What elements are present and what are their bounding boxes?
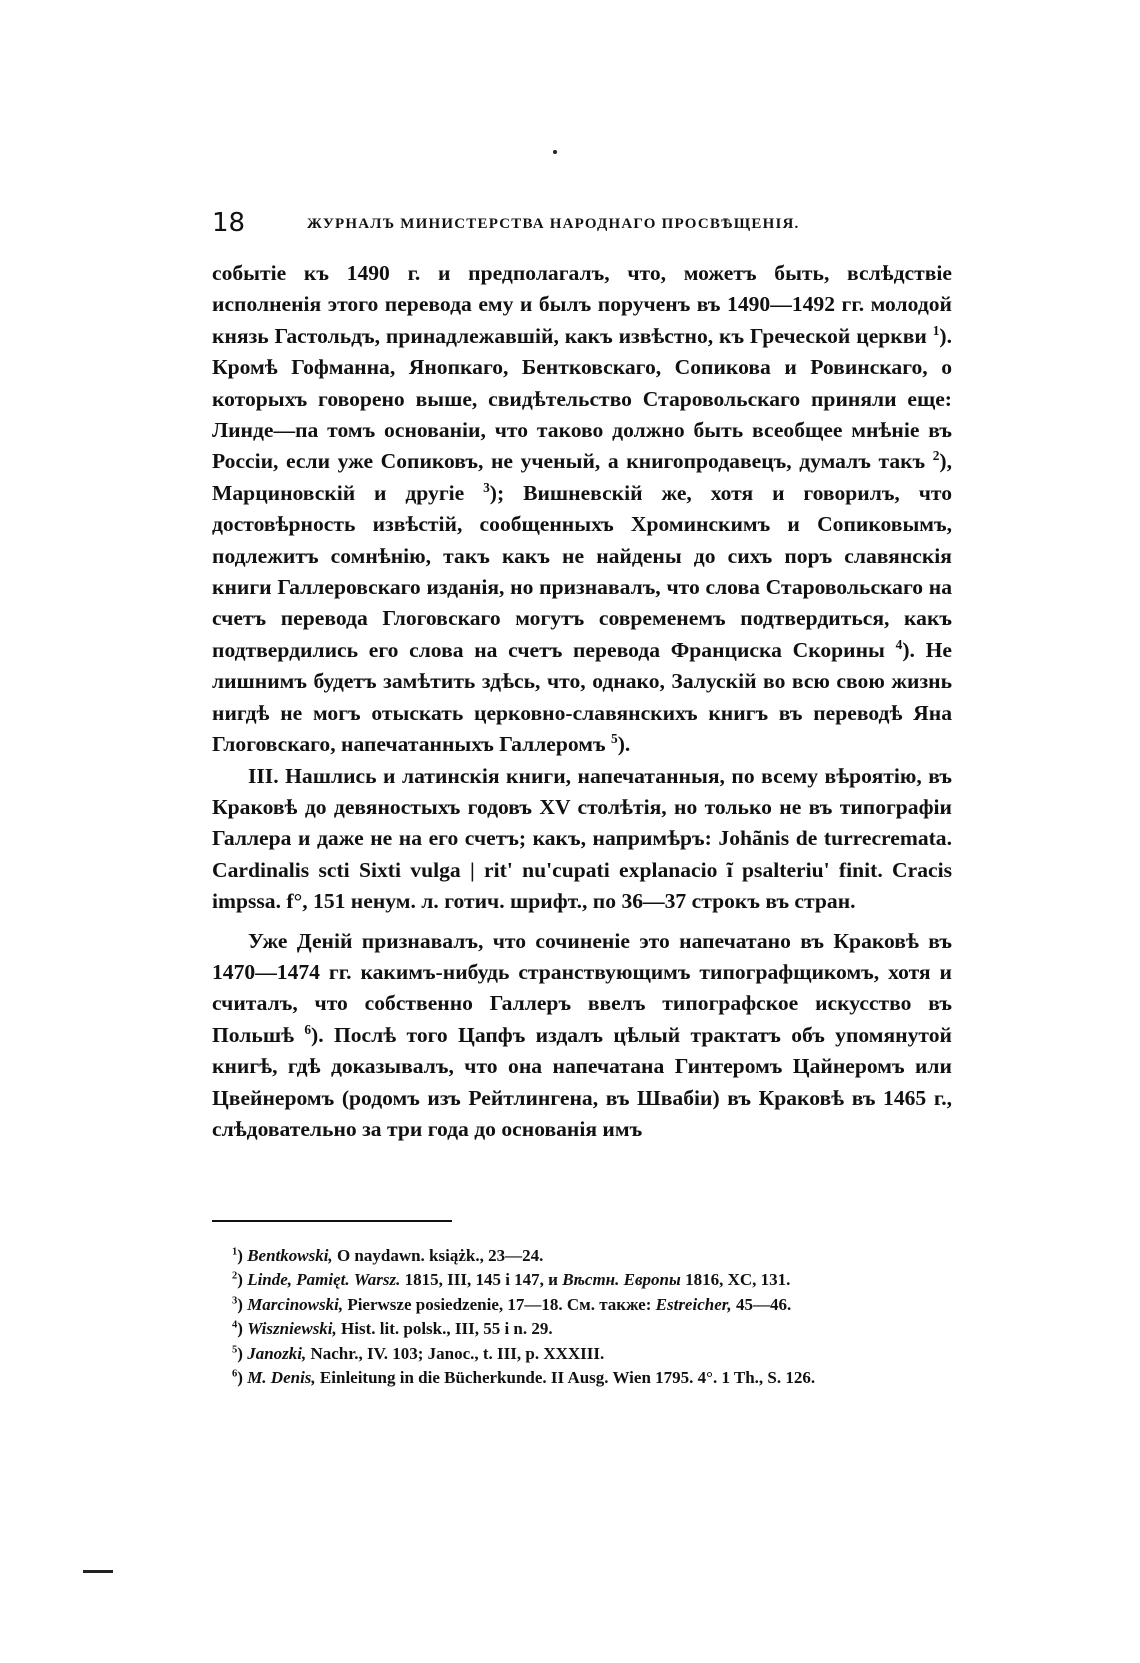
footnote-ref: 2 [932,448,940,464]
paragraph: III. Нашлись и латинскія книги, напечатанныя, по всему вѣроятію, въ Краковѣ до девяностыхъ годовъ XV столѣтія, но только не въ типографіи Галлера и даже не на его счетъ; какъ, напримѣръ: Johãnis de turrecremata. Cardinalis scti Sixti vulga | rit' nu'cupati explanacio ĩ psalteriu' finit. Cracis impssa. f°, 151 ненум. л. готич. шрифт., по 36—37 строкъ въ стран. [212,763,952,914]
footnotes [212,1244,952,1390]
footnote-author: Marcinowski, [247,1294,344,1314]
paragraph [212,258,952,761]
footnote-author: Bentkowski, [247,1246,333,1265]
footnote-italic: Warsz. [353,1270,401,1290]
page-header [212,208,952,244]
footnote: $^4$) Wiszniewski, Hist. lit. polsk., III, 55 i n. 29. [232,1319,553,1339]
footnote-ref: 6 [304,1021,312,1037]
footnote: $^1$) Bentkowski, O naydawn. książk., 23—24. [232,1246,544,1265]
margin-mark [83,1570,113,1573]
text-run: Уже Деній признавалъ, что сочиненіе это напечатано въ Краковѣ въ 1470—1474 гг. какимъ-нибудь странствующимъ типографщикомъ, хотя и считалъ, что собственно Галлеръ ввелъ типографское искусство въ Польшѣ [212,928,952,1047]
footnote: $^2$) Linde, Pamięt. Warsz. 1815, III, 145 i 147, и Вѣстн. Европы 1816, XC, 131. [232,1270,791,1290]
footnote-mark: 1 [232,1246,238,1258]
text-run: ). [617,732,631,757]
print-speck [553,150,557,154]
footnote-italic: Вѣстн. Европы [562,1270,681,1290]
text-run: ). Кромѣ Гофманна, Янопкаго, Бентковскаго, Сопикова и Ровинскаго, о которыхъ говорено выше, свидѣтельство Старовольскаго приняли еще: Линде—па томъ основаніи, что таково должно быть всеобщее мнѣніе въ Россіи, если уже Сопиковъ, не ученый, а книгопродавецъ, думалъ такъ [212,323,952,474]
footnote-rule [212,1220,452,1222]
running-title: ЖУРНАЛЪ МИНИСТЕРСТВА НАРОДНАГО ПРОСВѢЩЕНІЯ. [307,216,800,232]
paragraph [212,926,952,1146]
footnote-ref: 4 [895,636,903,652]
footnote-author: Janozki, [247,1343,307,1363]
footnote-ref: 1 [932,322,940,338]
footnote: $^6$) M. Denis, Einleitung in die Bücherkunde. II Ausg. Wien 1795. 4°. 1 Th., S. 126. [232,1368,816,1388]
footnote-text: Einleitung in die Bücherkunde. II Ausg. Wien 1795. 4°. 1 Th., S. 126. [315,1368,816,1388]
text-run: ). Послѣ того Цапфъ издалъ цѣлый трактатъ объ упомянутой книгѣ, гдѣ доказывалъ, что она напечатана Гинтеромъ Цайнеромъ или Цвейнеромъ (родомъ изъ Рейтлингена, въ Швабіи) въ Краковѣ въ 1465 г., слѣдовательно за три года до основанія имъ [212,1022,952,1141]
footnote-author: Wiszniewski, [247,1319,337,1339]
footnote-mark: 4 [232,1319,238,1331]
footnote-text: Pierwsze posiedzenie, 17—18. См. также: [343,1294,656,1314]
footnote-text: 1815, III, 145 i 147, и [400,1270,563,1290]
page-number: 18 [212,208,246,238]
text-run: ), Марциновскій и другіе [212,449,952,505]
footnote-text: 45—46. [731,1294,792,1314]
text-run: ); Вишневскій же, хотя и говорилъ, что достовѣрность извѣстій, сообщенныхъ Хроминскимъ и Сопиковымъ, подлежитъ сомнѣнію, такъ какъ не найдены до сихъ поръ славянскія книги Галлеровскаго изданія, но признавалъ, что слова Старовольскаго на счетъ перевода Глоговскаго могутъ современемъ подтвердиться, какъ подтвердились его слова на счетъ перевода Франциска Скорины [212,480,952,662]
footnote-author: M. Denis, [247,1368,316,1388]
footnote-text: O naydawn. książk., 23—24. [332,1246,544,1265]
text-run: ). Не лишнимъ будетъ замѣтить здѣсь, что, однако, Залускій во всю свою жизнь нигдѣ не могъ отыскать церковно-славянскихъ книгъ въ переводѣ Яна Глоговскаго, напечатанныхъ Галлеромъ [212,637,952,757]
footnote-text: Nachr., IV. 103; Janoc., t. III, p. XXXIII. [306,1343,605,1363]
footnote-author: Linde, Pamięt. [247,1270,350,1290]
footnote-mark: 5 [232,1343,238,1355]
footnote-text: 1816, XC, 131. [680,1270,791,1290]
footnote: $^3$) Marcinowski, Pierwsze posiedzenie, 17—18. См. также: Estreicher, 45—46. [232,1294,792,1314]
main-text [212,258,952,1145]
footnote-mark: 2 [232,1270,238,1282]
footnote-italic: Estreicher, [655,1294,732,1314]
footnote-ref: 5 [611,730,618,746]
footnote-mark: 3 [232,1295,238,1307]
footnote-ref: 3 [483,479,490,495]
footnote-mark: 6 [232,1368,238,1380]
footnote-text: Hist. lit. polsk., III, 55 i n. 29. [336,1319,553,1339]
text-run: событіе къ 1490 г. и предполагалъ, что, можетъ быть, вслѣдствіе исполненія этого перевода ему и былъ порученъ въ 1490—1492 гг. молодой князь Гастольдъ, принадлежавшій, какъ извѣстно, къ Греческой церкви [212,261,952,348]
footnote: $^5$) Janozki, Nachr., IV. 103; Janoc., t. III, p. XXXIII. [232,1343,605,1363]
